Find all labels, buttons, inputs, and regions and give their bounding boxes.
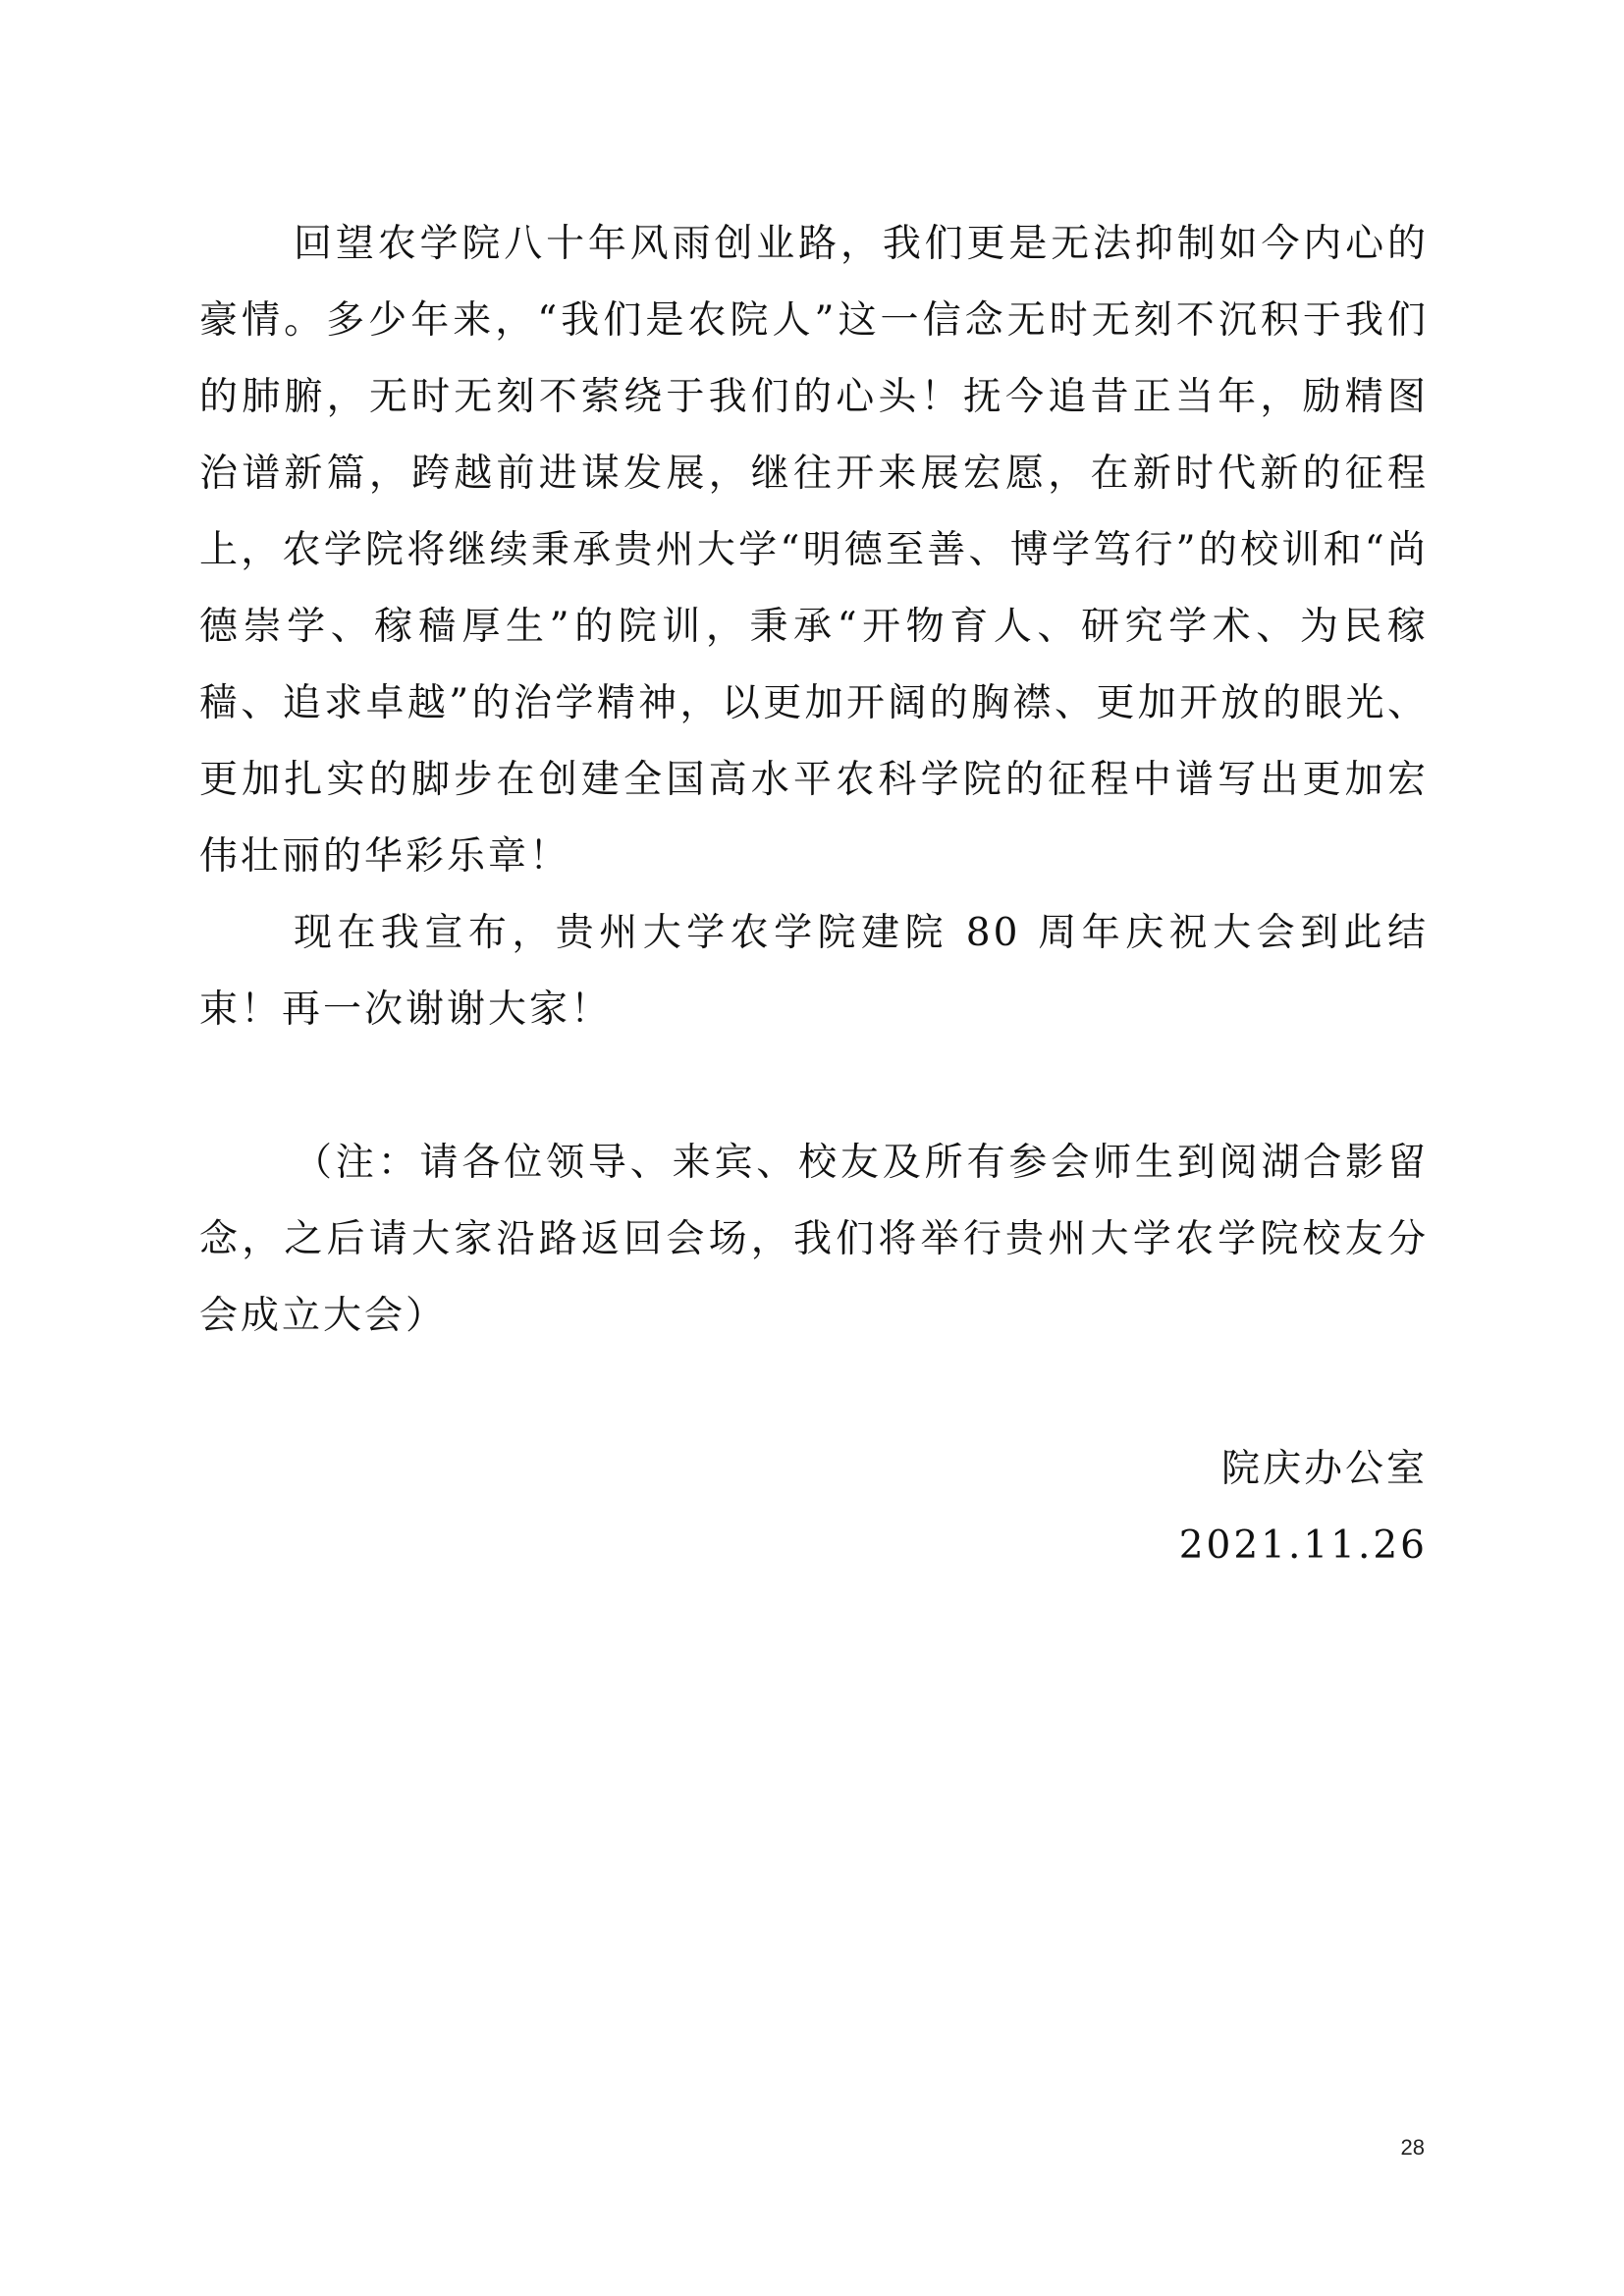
note-paragraph xyxy=(199,1125,1429,1355)
paragraph-text: 现在我宣布，贵州大学农学院建院 80 周年庆祝大会到此结束！再一次谢谢大家！ xyxy=(199,911,1429,1032)
body-paragraph-2 xyxy=(199,895,1429,1048)
body-paragraph-1 xyxy=(199,206,1429,895)
page-number: 28 xyxy=(1400,2135,1425,2160)
signature-date: 2021.11.26 xyxy=(1178,1523,1428,1568)
paragraph-text: 回望农学院八十年风雨创业路，我们更是无法抑制如今内心的豪情。多少年来，“我们是农院人”这一信念无时无刻不沉积于我们的肺腑，无时无刻不萦绕于我们的心头！抚今追昔正当年，励精图治谱新篇，跨越前进谋发展，继往开来展宏愿，在新时代新的征程上，农学院将继续秉承贵州大学“明德至善、博学笃行”的校训和“尚德崇学、稼穑厚生”的院训，秉承“开物育人、研究学术、为民稼穑、追求卓越”的治学精神，以更加开阔的胸襟、更加开放的眼光、更加扎实的脚步在创建全国高水平农科学院的征程中谱写出更加宏伟壮丽的华彩乐章！ xyxy=(199,222,1429,879)
signature-office: 院庆办公室 xyxy=(1220,1447,1428,1491)
note-text: （注：请各位领导、来宾、校友及所有参会师生到阅湖合影留念，之后请大家沿路返回会场，我们将举行贵州大学农学院校友分会成立大会） xyxy=(199,1141,1429,1338)
